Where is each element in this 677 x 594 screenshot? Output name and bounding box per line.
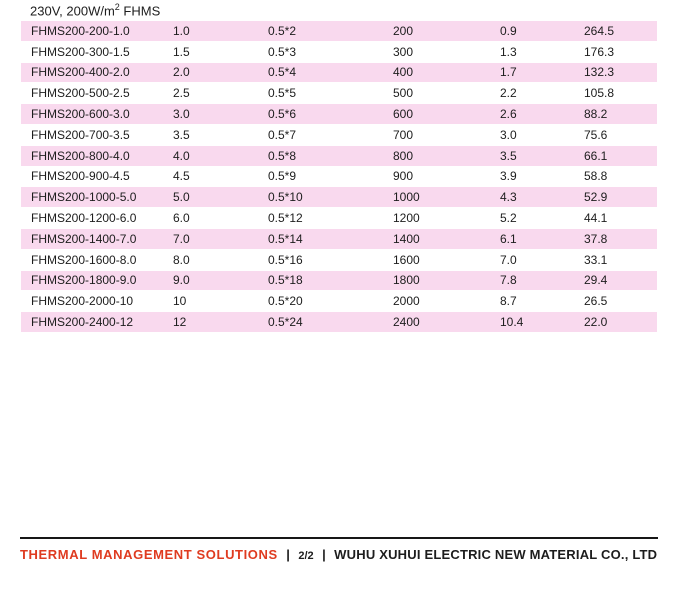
table-cell: 3.0 bbox=[492, 124, 576, 145]
table-cell: FHMS200-1400-7.0 bbox=[21, 228, 165, 249]
table-row bbox=[21, 249, 657, 270]
table-cell: FHMS200-2000-10 bbox=[21, 291, 165, 312]
product-spec-table bbox=[21, 21, 657, 333]
table-cell: 0.5*14 bbox=[260, 228, 385, 249]
table-cell: 0.5*6 bbox=[260, 104, 385, 125]
table-cell: 105.8 bbox=[576, 83, 657, 104]
table-cell: 22.0 bbox=[576, 312, 657, 333]
table-cell: 0.5*7 bbox=[260, 124, 385, 145]
table-cell: FHMS200-800-4.0 bbox=[21, 145, 165, 166]
table-cell: 600 bbox=[385, 104, 492, 125]
table-cell: 400 bbox=[385, 62, 492, 83]
table-cell: 9.0 bbox=[165, 270, 260, 291]
table-cell: 29.4 bbox=[576, 270, 657, 291]
table-cell: 1.3 bbox=[492, 41, 576, 62]
table-cell: 300 bbox=[385, 41, 492, 62]
table-cell: 1400 bbox=[385, 228, 492, 249]
table-cell: FHMS200-900-4.5 bbox=[21, 166, 165, 187]
title-rating-text: 230V, 200W/m bbox=[30, 3, 115, 19]
table-cell: 700 bbox=[385, 124, 492, 145]
table-cell: 66.1 bbox=[576, 145, 657, 166]
table-row bbox=[21, 62, 657, 83]
table-row bbox=[21, 187, 657, 208]
table-cell: 3.0 bbox=[165, 104, 260, 125]
table-row bbox=[21, 208, 657, 229]
table-cell: 6.0 bbox=[165, 208, 260, 229]
footer-separator: | bbox=[286, 547, 290, 562]
table-cell: 0.5*24 bbox=[260, 312, 385, 333]
footer-separator: | bbox=[322, 547, 326, 562]
table-cell: 900 bbox=[385, 166, 492, 187]
table-row bbox=[21, 124, 657, 145]
table-cell: 1.5 bbox=[165, 41, 260, 62]
table-cell: 10.4 bbox=[492, 312, 576, 333]
table-cell: 10 bbox=[165, 291, 260, 312]
table-cell: 37.8 bbox=[576, 228, 657, 249]
table-row bbox=[21, 145, 657, 166]
table-row bbox=[21, 312, 657, 333]
table-cell: 1.0 bbox=[165, 21, 260, 41]
page-number: 2/2 bbox=[298, 550, 314, 562]
table-cell: 200 bbox=[385, 21, 492, 41]
table-cell: 0.9 bbox=[492, 21, 576, 41]
title-series-text: FHMS bbox=[119, 3, 161, 19]
table-cell: 176.3 bbox=[576, 41, 657, 62]
table-cell: FHMS200-400-2.0 bbox=[21, 62, 165, 83]
table-cell: FHMS200-200-1.0 bbox=[21, 21, 165, 41]
table-cell: FHMS200-1000-5.0 bbox=[21, 187, 165, 208]
table-cell: 0.5*3 bbox=[260, 41, 385, 62]
table-cell: 1200 bbox=[385, 208, 492, 229]
table-row bbox=[21, 21, 657, 41]
table-cell: 7.0 bbox=[165, 228, 260, 249]
table-cell: 7.8 bbox=[492, 270, 576, 291]
table-cell: 5.0 bbox=[165, 187, 260, 208]
table-cell: 6.1 bbox=[492, 228, 576, 249]
table-cell: 4.3 bbox=[492, 187, 576, 208]
table-cell: 12 bbox=[165, 312, 260, 333]
table-cell: 0.5*12 bbox=[260, 208, 385, 229]
table-cell: FHMS200-600-3.0 bbox=[21, 104, 165, 125]
table-cell: FHMS200-2400-12 bbox=[21, 312, 165, 333]
table-cell: 0.5*16 bbox=[260, 249, 385, 270]
table-cell: 2.6 bbox=[492, 104, 576, 125]
title-superscript: 2 bbox=[114, 2, 120, 12]
table-cell: 132.3 bbox=[576, 62, 657, 83]
table-cell: 7.0 bbox=[492, 249, 576, 270]
table-cell: FHMS200-1800-9.0 bbox=[21, 270, 165, 291]
table-cell: 8.7 bbox=[492, 291, 576, 312]
table-cell: 4.5 bbox=[165, 166, 260, 187]
table-cell: 0.5*4 bbox=[260, 62, 385, 83]
brand-name: THERMAL MANAGEMENT SOLUTIONS bbox=[20, 547, 278, 562]
table-cell: 3.5 bbox=[165, 124, 260, 145]
table-cell: 8.0 bbox=[165, 249, 260, 270]
table-cell: 44.1 bbox=[576, 208, 657, 229]
table-row bbox=[21, 166, 657, 187]
table-cell: 2400 bbox=[385, 312, 492, 333]
table-row bbox=[21, 83, 657, 104]
table-cell: 800 bbox=[385, 145, 492, 166]
table-cell: 500 bbox=[385, 83, 492, 104]
table-cell: 1800 bbox=[385, 270, 492, 291]
table-cell: 1600 bbox=[385, 249, 492, 270]
table-cell: 2.5 bbox=[165, 83, 260, 104]
table-cell: FHMS200-300-1.5 bbox=[21, 41, 165, 62]
table-cell: 33.1 bbox=[576, 249, 657, 270]
product-spec-table-body bbox=[21, 21, 657, 332]
table-cell: 0.5*5 bbox=[260, 83, 385, 104]
company-name: WUHU XUHUI ELECTRIC NEW MATERIAL CO., LTD bbox=[334, 547, 658, 562]
table-cell: FHMS200-700-3.5 bbox=[21, 124, 165, 145]
table-cell: 4.0 bbox=[165, 145, 260, 166]
table-cell: FHMS200-1600-8.0 bbox=[21, 249, 165, 270]
table-cell: 264.5 bbox=[576, 21, 657, 41]
table-cell: 0.5*18 bbox=[260, 270, 385, 291]
table-cell: 2000 bbox=[385, 291, 492, 312]
table-cell: 58.8 bbox=[576, 166, 657, 187]
table-row bbox=[21, 41, 657, 62]
table-cell: 0.5*10 bbox=[260, 187, 385, 208]
table-cell: 0.5*20 bbox=[260, 291, 385, 312]
table-row bbox=[21, 270, 657, 291]
table-row bbox=[21, 104, 657, 125]
table-cell: 26.5 bbox=[576, 291, 657, 312]
table-cell: 52.9 bbox=[576, 187, 657, 208]
table-cell: 2.0 bbox=[165, 62, 260, 83]
table-cell: FHMS200-500-2.5 bbox=[21, 83, 165, 104]
table-cell: 75.6 bbox=[576, 124, 657, 145]
table-cell: FHMS200-1200-6.0 bbox=[21, 208, 165, 229]
page-title bbox=[30, 2, 160, 18]
table-cell: 0.5*8 bbox=[260, 145, 385, 166]
table-cell: 1000 bbox=[385, 187, 492, 208]
table-cell: 0.5*2 bbox=[260, 21, 385, 41]
table-row bbox=[21, 228, 657, 249]
table-cell: 3.5 bbox=[492, 145, 576, 166]
table-cell: 1.7 bbox=[492, 62, 576, 83]
table-cell: 5.2 bbox=[492, 208, 576, 229]
table-cell: 3.9 bbox=[492, 166, 576, 187]
table-cell: 2.2 bbox=[492, 83, 576, 104]
table-cell: 0.5*9 bbox=[260, 166, 385, 187]
table-cell: 88.2 bbox=[576, 104, 657, 125]
page-footer bbox=[20, 537, 658, 564]
table-row bbox=[21, 291, 657, 312]
